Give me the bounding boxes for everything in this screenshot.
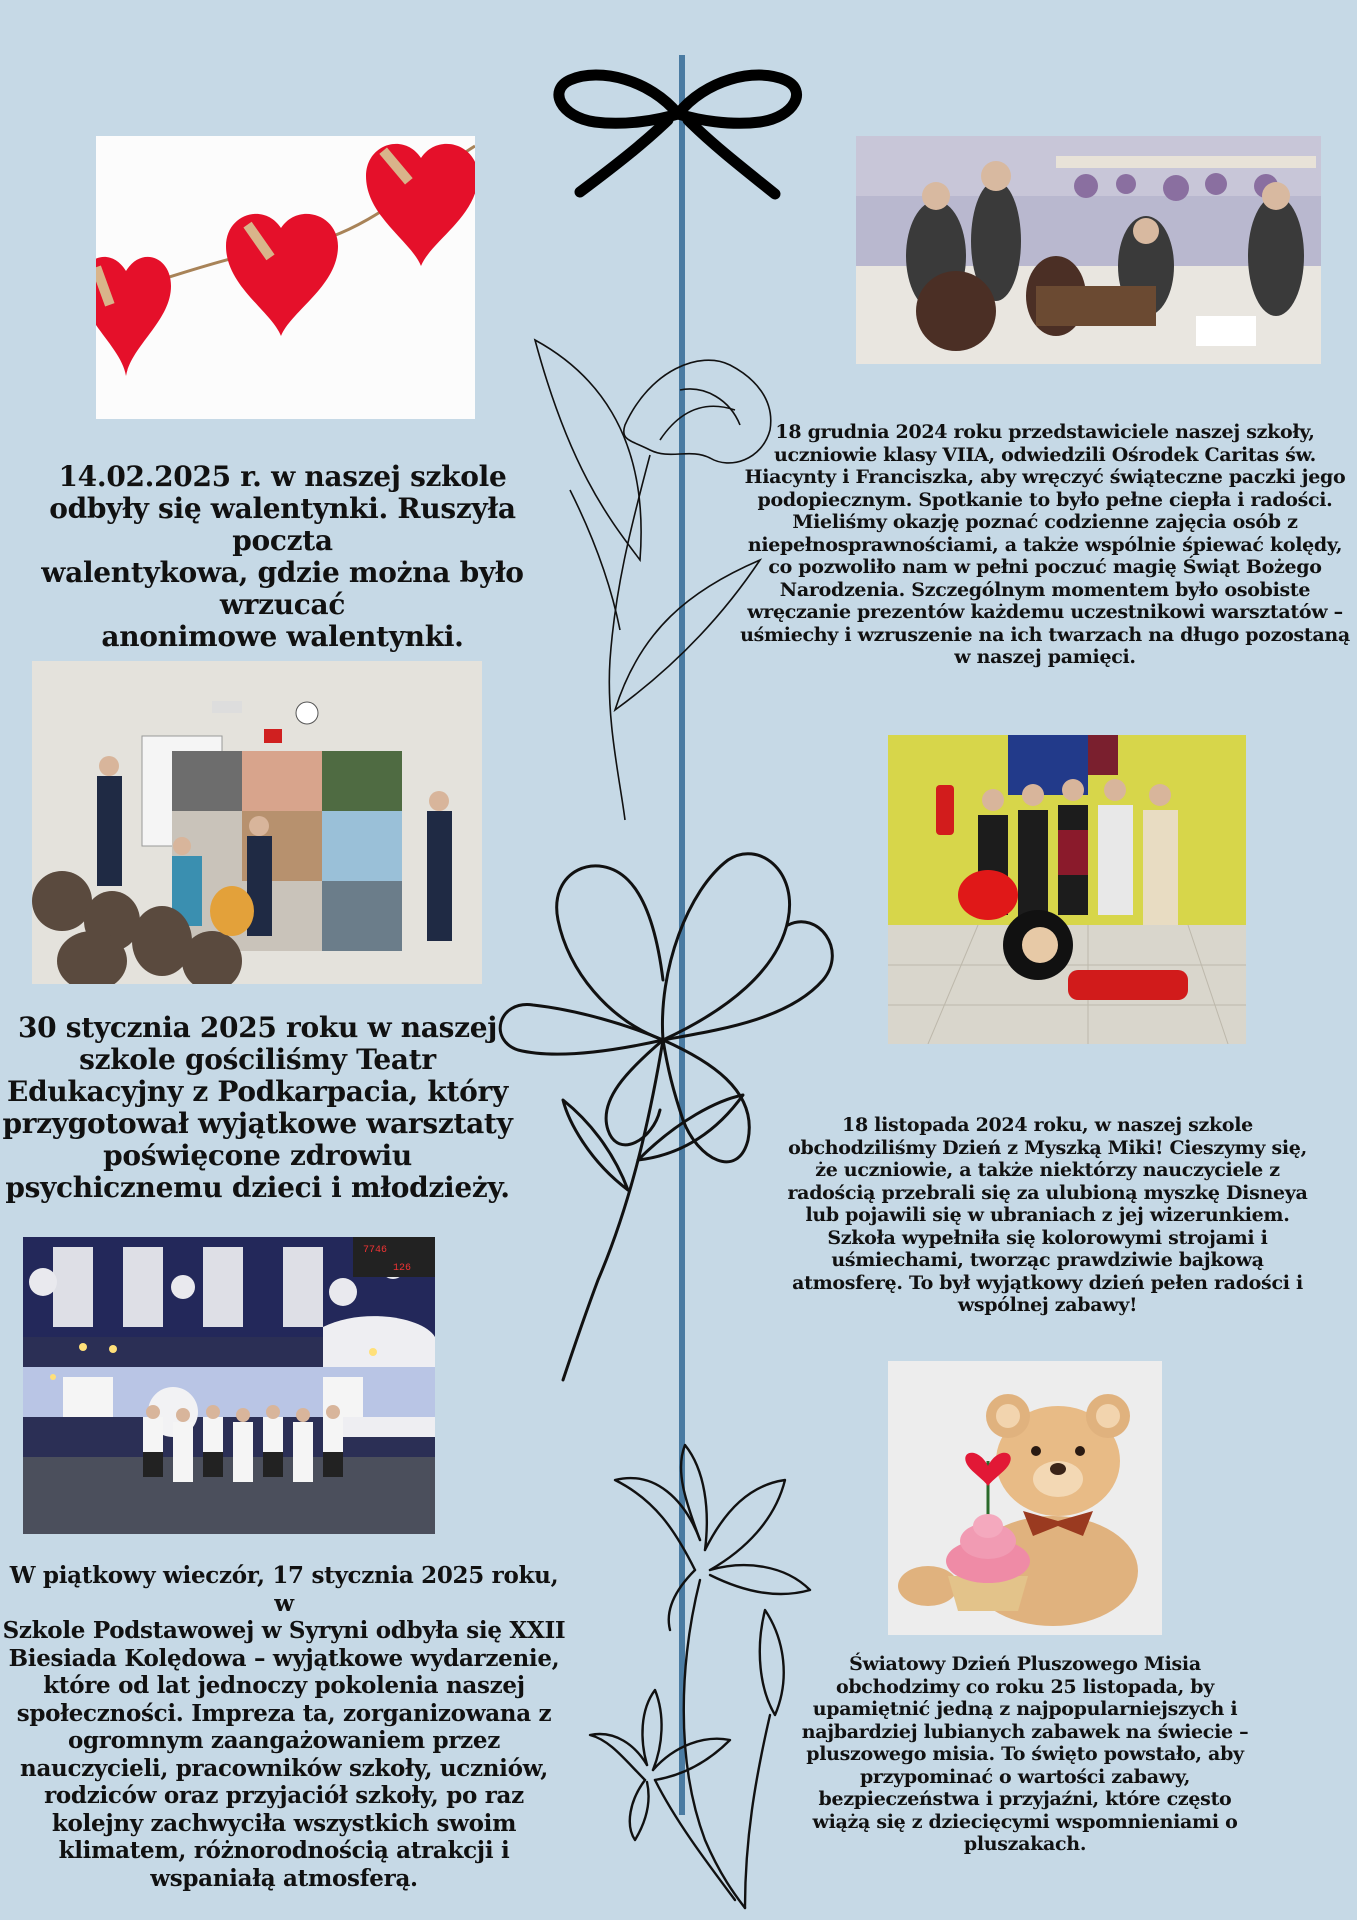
theatre-workshop-photo (32, 661, 482, 984)
text-line: 18 listopada 2024 roku, w naszej szkole (842, 1114, 1253, 1136)
text-line: klimatem, różnorodnością atrakcji i (58, 1837, 510, 1864)
caritas-text (735, 421, 1355, 669)
text-line: psychicznemu dzieci i młodzieży. (5, 1171, 510, 1204)
text-line: Biesiada Kolędowa – wyjątkowe wydarzenie, (8, 1644, 560, 1672)
text-line: radością przebrali się za ulubioną myszkę Disneya (787, 1181, 1308, 1204)
carols-text (0, 1562, 568, 1892)
text-line: społeczności. Impreza ta, zorganizowana z (16, 1699, 552, 1727)
carol-gathering-photo (23, 1237, 435, 1534)
text-line: 30 stycznia 2025 roku w naszej (17, 1011, 498, 1044)
text-line: ogromnym zaangażowaniem przez (67, 1727, 501, 1754)
text-line: przypominać o wartości zabawy, (859, 1765, 1191, 1788)
text-line: pluszakach. (963, 1833, 1087, 1855)
text-line: najbardziej lubianych zabawek na świecie – (801, 1720, 1249, 1743)
text-line: wiążą się z dziecięcymi wspomnieniami o (812, 1810, 1238, 1833)
text-line: uśmiechami, tworząc prawdziwie bajkową (831, 1249, 1264, 1271)
valentine-hearts-photo (96, 136, 475, 419)
text-line: które od lat jednoczy pokolenia naszej (43, 1672, 525, 1699)
text-line: Narodzenia. Szczególnym momentem było osobiste (779, 578, 1311, 601)
text-line: Hiacynty i Franciszka, aby wręczyć świąteczne paczki jego (744, 466, 1346, 488)
teddy-bear-photo (888, 1361, 1162, 1635)
text-line: przygotował wyjątkowe warsztaty (2, 1107, 513, 1140)
text-line: Edukacyjny z Podkarpacia, który (7, 1075, 508, 1108)
text-line: Szkoła wypełniła się kolorowymi strojami i (827, 1226, 1268, 1249)
caritas-workshop-photo (856, 136, 1321, 364)
text-line: upamiętnić jedną z najpopularniejszych i (812, 1698, 1238, 1720)
text-line: wręczanie prezentów każdemu uczestnikowi warsztatów – (747, 601, 1343, 623)
text-line: nauczycieli, pracowników szkoły, uczniów, (20, 1754, 548, 1782)
text-line: bezpieczeństwa i przyjaźni, które często (818, 1788, 1232, 1810)
text-line: podopiecznym. Spotkanie to było pełne ciepła i radości. (757, 488, 1333, 511)
text-line: wrzucać (219, 588, 346, 621)
text-line: lub pojawili się w ubraniach z jej wizerunkiem. (805, 1204, 1290, 1226)
text-line: Mieliśmy okazję poznać codzienne zajęcia osób z (792, 511, 1298, 533)
text-line: uczniowie klasy VIIA, odwiedzili Ośrodek Caritas św. (774, 443, 1316, 466)
text-line: walentykowa, gdzie można było (41, 556, 524, 589)
scoreboard-period: 126 (393, 1263, 412, 1274)
valentines-text (0, 461, 565, 653)
text-line: poświęcone zdrowiu (103, 1139, 412, 1172)
text-line: odbyły się walentynki. Ruszyła poczta (49, 492, 516, 557)
bow-icon (540, 62, 815, 202)
theatre-text (0, 1012, 515, 1204)
text-line: pluszowego misia. To święto powstało, aby (806, 1743, 1244, 1765)
text-line: niepełnosprawnościami, a także wspólnie śpiewać kolędy, (747, 533, 1343, 556)
scoreboard-score: 7746 (363, 1245, 388, 1256)
mickey-day-photo (888, 735, 1246, 1044)
teddy-text (765, 1653, 1285, 1856)
text-line: szkole gościliśmy Teatr (79, 1043, 436, 1076)
text-line: atmosferę. To był wyjątkowy dzień pełen radości i (792, 1271, 1303, 1294)
text-line: 18 grudnia 2024 roku przedstawiciele naszej szkoły, (775, 421, 1315, 443)
text-line: obchodziliśmy Dzień z Myszką Miki! Cieszymy się, (788, 1136, 1307, 1159)
text-line: w naszej pamięci. (954, 646, 1136, 668)
text-line: anonimowe walentynki. (101, 620, 464, 653)
text-line: co pozwoliło nam w pełni poczuć magię Świąt Bożego (768, 556, 1322, 578)
mickey-text (745, 1114, 1350, 1317)
text-line: W piątkowy wieczór, 17 stycznia 2025 roku, w (9, 1562, 559, 1617)
text-line: Szkole Podstawowej w Syryni odbyła się XXII (2, 1617, 566, 1644)
text-line: że uczniowie, a także niektórzy nauczyciele z (815, 1159, 1280, 1181)
text-line: obchodzimy co roku 25 listopada, by (835, 1675, 1215, 1698)
text-line: wspaniałą atmosferą. (150, 1864, 418, 1892)
text-line: 14.02.2025 r. w naszej szkole (58, 460, 507, 493)
text-line: rodziców oraz przyjaciół szkoły, po raz (44, 1782, 524, 1809)
text-line: Światowy Dzień Pluszowego Misia (849, 1653, 1201, 1675)
text-line: kolejny zachwyciła wszystkich swoim (51, 1809, 517, 1837)
text-line: wspólnej zabawy! (957, 1294, 1138, 1316)
text-line: uśmiechy i wzruszenie na ich twarzach na długo pozostaną (740, 623, 1350, 646)
